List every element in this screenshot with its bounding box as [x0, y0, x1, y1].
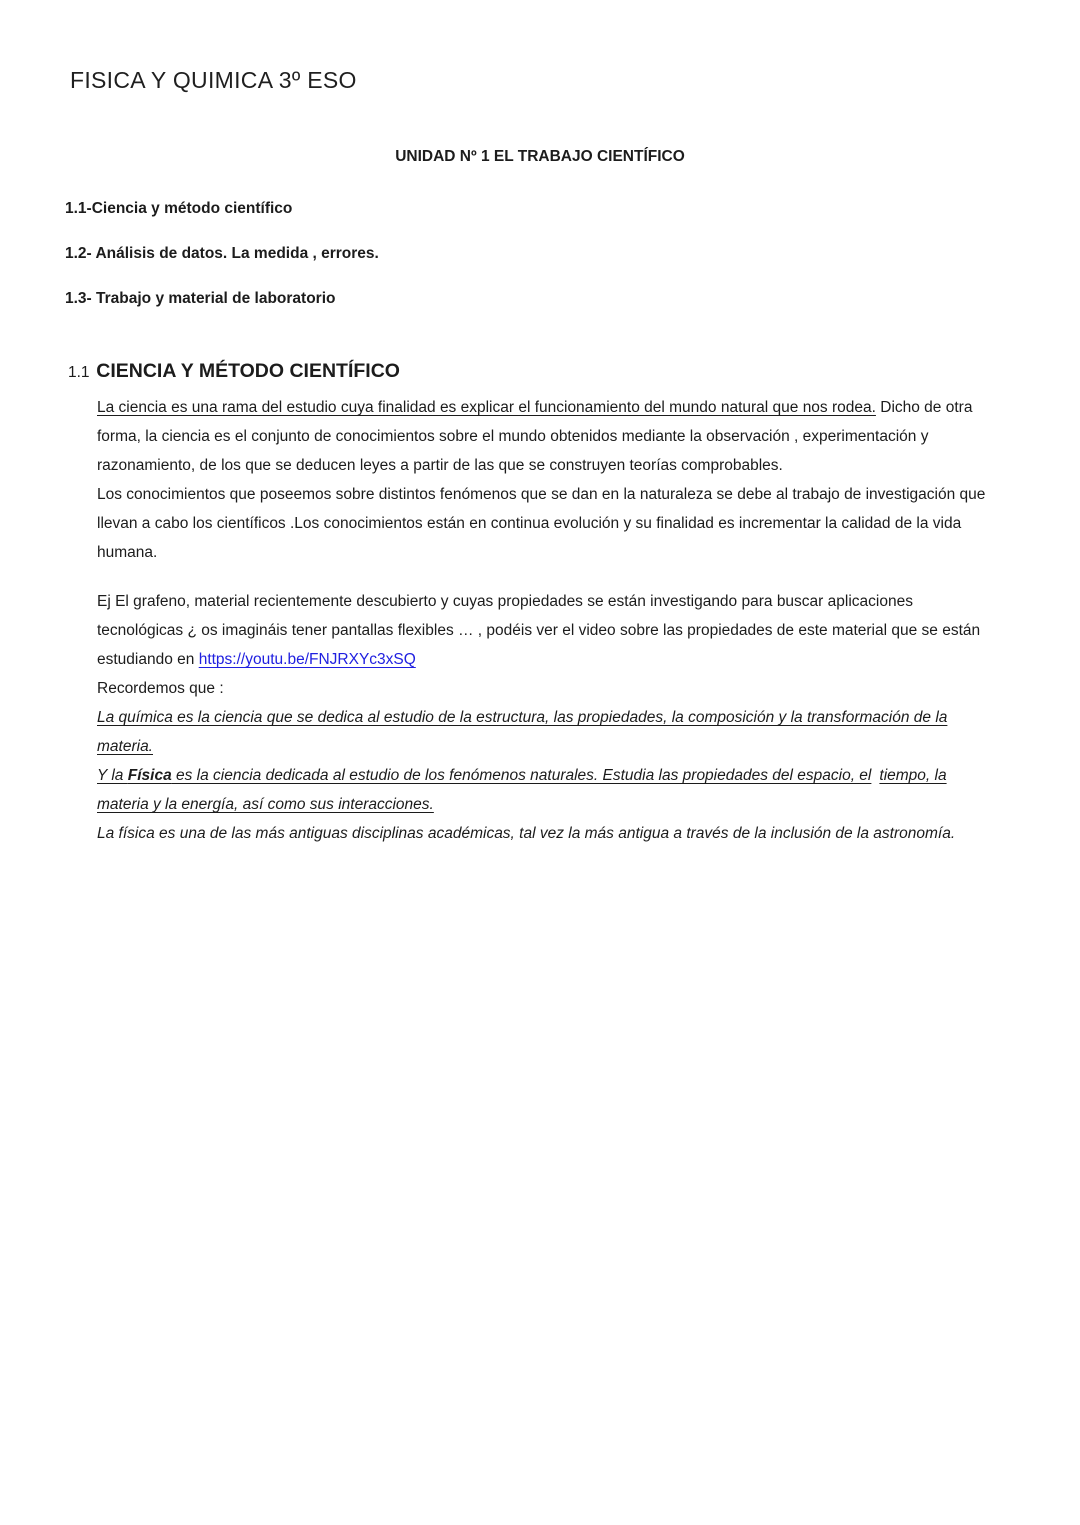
fisica-definicion-rest: es la ciencia dedicada al estudio de los fenómenos naturales. Estudia las propiedades del espacio, el [171, 767, 872, 784]
paragraph-quimica-definicion [97, 703, 987, 761]
youtube-link[interactable]: https://youtu.be/FNJRXYc3xSQ [198, 651, 416, 668]
toc-item-ciencia-metodo: 1.1-Ciencia y método científico [65, 200, 293, 217]
ciencia-definicion-underlined: La ciencia es una rama del estudio cuya finalidad es explicar el funcionamiento del mundo natural que nos rodea. [97, 399, 876, 416]
section-number: 1.1 [68, 364, 90, 381]
unit-heading: UNIDAD Nº 1 EL TRABAJO CIENTÍFICO [395, 148, 685, 165]
fisica-definicion-line2: tiempo, la materia y la energía, así como sus interacciones. [97, 767, 947, 813]
section-heading [68, 358, 1080, 385]
ciencia-definicion-rest: Dicho de otra forma, la ciencia es el conjunto de conocimientos sobre el mundo obtenidos mediante la observación , experimentación y razonamiento, de los que se deducen leyes a partir de las que se construyen teorías comprobables. [97, 399, 973, 474]
fisica-term: Física [127, 767, 172, 784]
paragraph-grafeno [97, 587, 987, 674]
grafeno-text: Ej El grafeno, material recientemente descubierto y cuyas propiedades se están investigando para buscar aplicaciones tecnológicas ¿ os imagináis tener pantallas flexibles … , podéis ver el video sobre las propiedades de este material que se están estudiando en [97, 593, 981, 668]
table-of-contents [65, 199, 1080, 308]
paragraph-ciencia-definicion [97, 393, 987, 480]
paragraph-fisica-historia: La física es una de las más antiguas disciplinas académicas, tal vez la más antigua a través de la inclusión de la astronomía. [97, 825, 956, 842]
fisica-definicion-prefix: Y la [97, 767, 128, 784]
section-body [97, 393, 987, 848]
section-title: CIENCIA Y MÉTODO CIENTÍFICO [96, 360, 400, 382]
quimica-definicion-text: La química es la ciencia que se dedica al estudio de la estructura, las propiedades, la composición y la transformación de la materia. [97, 709, 948, 755]
toc-item-trabajo-laboratorio: 1.3- Trabajo y material de laboratorio [65, 290, 336, 307]
toc-item-analisis-datos: 1.2- Análisis de datos. La medida , errores. [65, 245, 379, 262]
paragraph-recordemos: Recordemos que : [97, 680, 224, 697]
document-title: FISICA Y QUIMICA 3º ESO [70, 67, 357, 93]
paragraph-fisica-definicion [97, 761, 987, 819]
paragraph-conocimientos: Los conocimientos que poseemos sobre distintos fenómenos que se dan en la naturaleza se debe al trabajo de investigación que llevan a cabo los científicos .Los conocimientos están en continua evolución y su finalidad es incrementar la calidad de la vida humana. [97, 486, 986, 561]
